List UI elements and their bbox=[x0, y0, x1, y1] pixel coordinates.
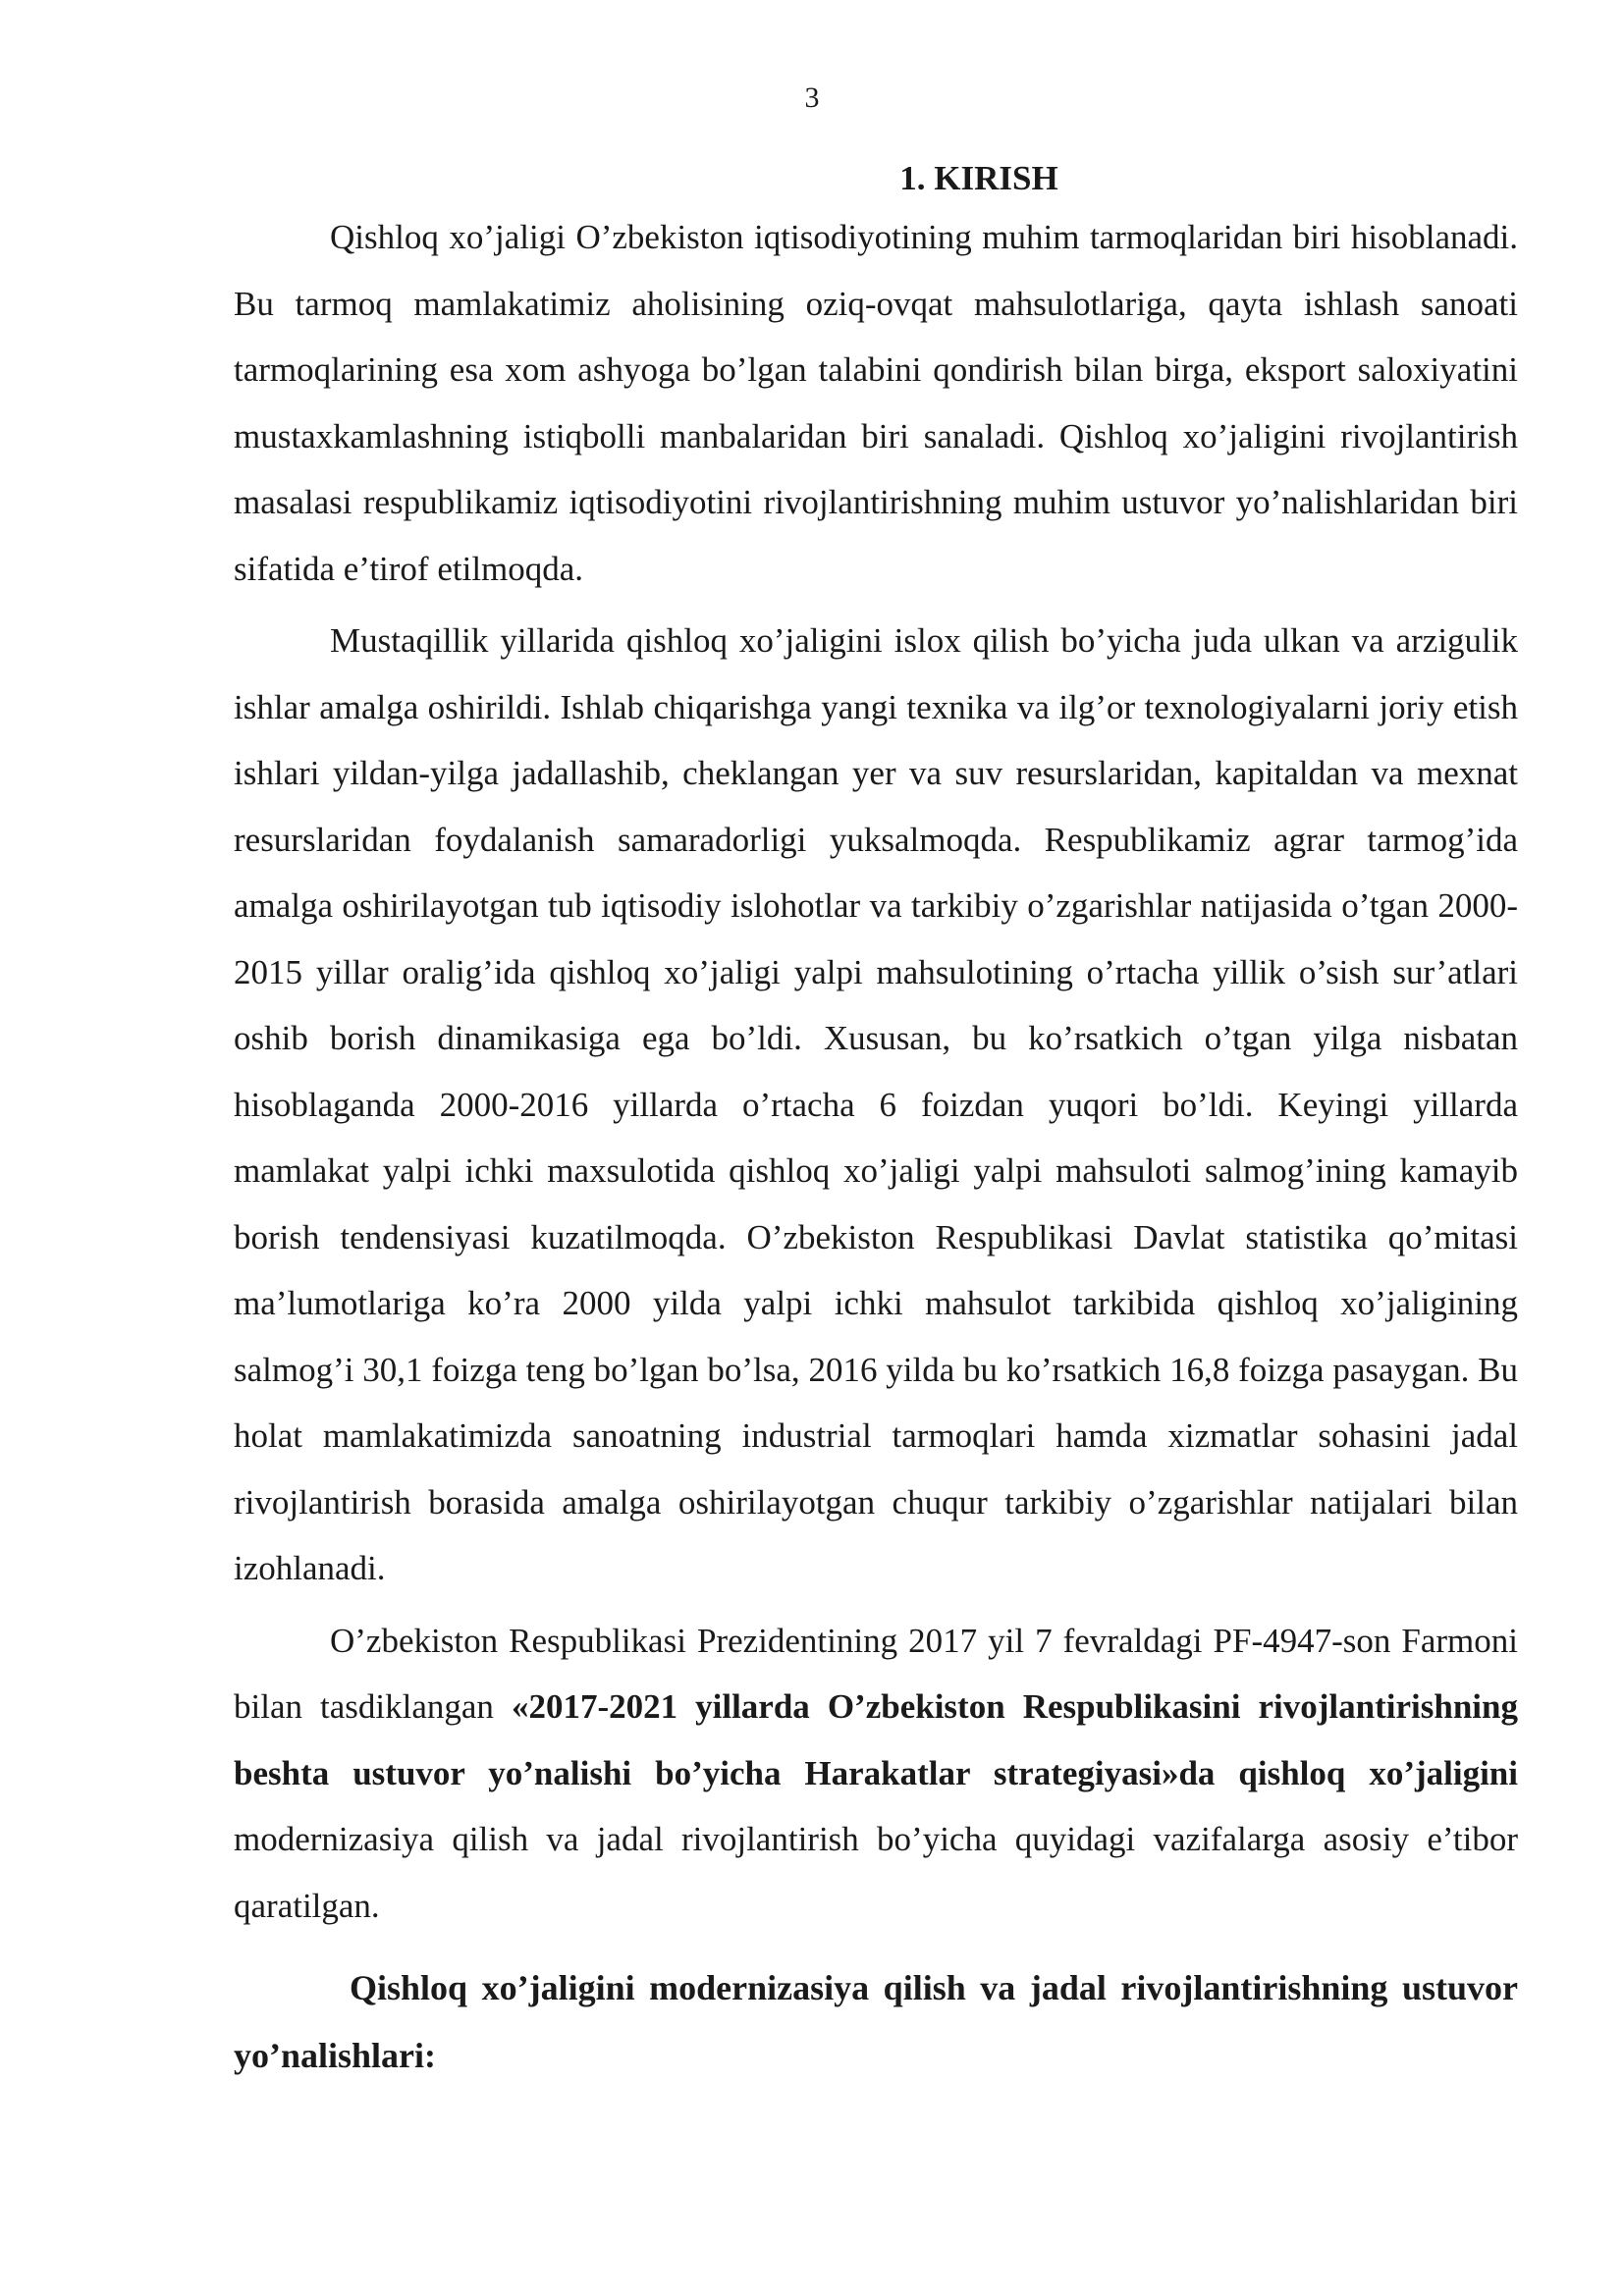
strategy-title-bold: «2017-2021 yillarda O’zbekiston Respublikasini rivojlantirishning beshta ustuvor yo’nalishi bo’yicha Harakatlar strategiyasi»da qishloq xo’jaligini bbox=[234, 1687, 1518, 1792]
decree-text-end: modernizasiya qilish va jadal rivojlantirish bo’yicha quyidagi vazifalarga asosiy e’tibor qaratilgan. bbox=[234, 1820, 1518, 1925]
page-number: 3 bbox=[804, 81, 820, 114]
section-heading: 1. KIRISH bbox=[899, 159, 1058, 197]
decree-text-start: O’zbekiston Respublikasi Prezidentining 2017 yil 7 fevraldagi PF-4947-son Farmoni bilan tasdiklangan bbox=[234, 1621, 1518, 1726]
priority-directions-subheading: Qishloq xo’jaligini modernizasiya qilish va jadal rivojlantirishning ustuvor yo’nalishlari: bbox=[234, 1968, 1518, 2075]
paragraph-independence-years: Mustaqillik yillarida qishloq xo’jaligini islox qilish bo’yicha juda ulkan va arzigulik ishlar amalga oshirildi. Ishlab chiqarishga yangi texnika va ilg’or texnologiyalarni joriy etish ishlari yildan-yilga jadallashib, cheklangan yer va suv resurslaridan, kapitaldan va mexnat resurslaridan foydalanish samaradorligi yuksalmoqda. Respublikamiz agrar tarmog’ida amalga oshirilayotgan tub iqtisodiy islohotlar va tarkibiy o’zgarishlar natijasida o’tgan 2000-2015 yillar oralig’ida qishloq xo’jaligi yalpi mahsulotining o’rtacha yillik o’sish sur’atlari oshib borish dinamikasiga ega bo’ldi. Xususan, bu ko’rsatkich o’tgan yilga nisbatan hisoblaganda 2000-2016 yillarda o’rtacha 6 foizdan yuqori bo’ldi. Keyingi yillarda mamlakat yalpi ichki maxsulotida qishloq xo’jaligi yalpi mahsuloti salmog’ining kamayib borish tendensiyasi kuzatilmoqda. O’zbekiston Respublikasi Davlat statistika qo’mitasi ma’lumotlariga ko’ra 2000 yilda yalpi ichki mahsulot tarkibida qishloq xo’jaligining salmog’i 30,1 foizga teng bo’lgan bo’lsa, 2016 yilda bu ko’rsatkich 16,8 foizga pasaygan. Bu holat mamlakatimizda sanoatning industrial tarmoqlari hamda xizmatlar sohasini jadal rivojlantirish borasida amalga oshirilayotgan chuqur tarkibiy o’zgarishlar natijalari bilan izohlanadi. bbox=[234, 621, 1518, 1587]
paragraph-presidential-decree bbox=[234, 1608, 1518, 1940]
paragraph-intro: Qishloq xo’jaligi O’zbekiston iqtisodiyotining muhim tarmoqlaridan biri hisoblanadi. Bu tarmoq mamlakatimiz aholisining oziq-ovqat mahsulotlariga, qayta ishlash sanoati tarmoqlarining esa xom ashyoga bo’lgan talabini qondirish bilan birga, eksport saloxiyatini mustaxkamlashning istiqbolli manbalaridan biri sanaladi. Qishloq xo’jaligini rivojlantirish masalasi respublikamiz iqtisodiyotini rivojlantirishning muhim ustuvor yo’nalishlaridan biri sifatida e’tirof etilmoqda. bbox=[234, 218, 1518, 588]
page-content bbox=[234, 153, 1518, 2090]
